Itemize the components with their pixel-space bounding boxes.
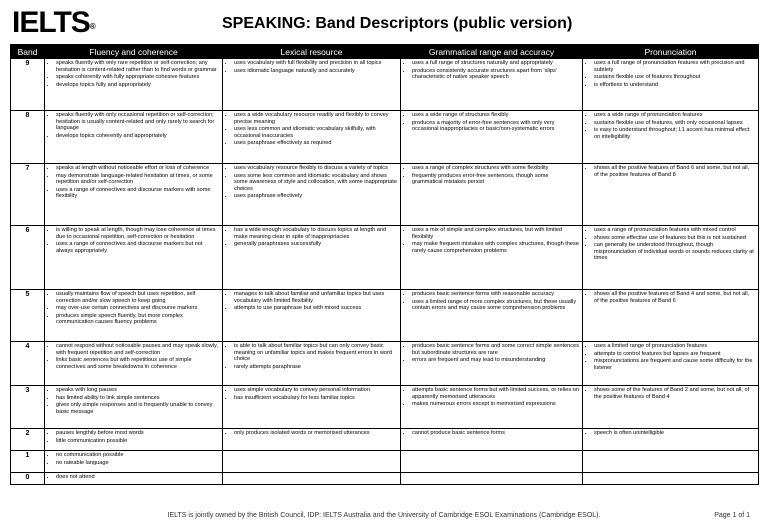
descriptor-cell-fluency — [45, 164, 223, 226]
table-row — [11, 59, 759, 111]
descriptor-list — [48, 60, 219, 88]
descriptor-cell-fluency — [45, 451, 223, 473]
descriptor-cell-fluency — [45, 429, 223, 451]
descriptor-cell-lexical — [223, 386, 401, 429]
band-number: 8 — [11, 111, 45, 164]
descriptor-cell-pron — [583, 342, 759, 386]
descriptor-cell-pron — [583, 386, 759, 429]
descriptor-item: • is willing to speak at length, though may lose coherence at times due to occasional repetition, self-correction or hesitation — [56, 227, 219, 240]
descriptor-item: • no rateable language — [56, 460, 219, 467]
band-number: 3 — [11, 386, 45, 429]
header — [10, 6, 758, 44]
descriptor-list — [48, 227, 219, 254]
descriptor-item: • attempts to control features but lapses are frequent — [594, 351, 755, 358]
descriptor-item: • frequently produces error-free sentences, though some grammatical mistakes persist — [412, 173, 579, 186]
descriptor-item: • attempts basic sentence forms but with limited success, or relies on apparently memorised utterances — [412, 387, 579, 400]
descriptor-item: • speaks with long pauses — [56, 387, 219, 394]
logo-text: IELTS — [12, 6, 90, 39]
column-header-pronunciation: Pronunciation — [583, 45, 759, 59]
descriptor-list — [48, 165, 219, 200]
descriptor-list — [226, 227, 397, 248]
descriptor-item: • rarely attempts paraphrase — [234, 364, 397, 371]
descriptor-cell-fluency — [45, 290, 223, 342]
table-row — [11, 164, 759, 226]
descriptor-list — [586, 112, 755, 140]
descriptor-item: • uses a range of connectives and discourse markers but not always appropriately — [56, 241, 219, 254]
column-header-band: Band — [11, 45, 45, 59]
band-number: 5 — [11, 290, 45, 342]
descriptor-item: • uses simple vocabulary to convey personal information — [234, 387, 397, 394]
descriptor-list — [404, 387, 579, 408]
descriptor-cell-fluency — [45, 473, 223, 485]
page-title: SPEAKING: Band Descriptors (public version) — [222, 15, 573, 32]
descriptor-list — [404, 343, 579, 364]
descriptor-item: • is effortless to understand — [594, 82, 755, 89]
ielts-logo — [12, 6, 96, 40]
descriptor-item: • uses a range of complex structures with some flexibility — [412, 165, 579, 172]
descriptor-cell-grammar — [401, 59, 583, 111]
descriptor-item: • manages to talk about familiar and unfamiliar topics but uses vocabulary with limited flexibility — [234, 291, 397, 304]
table-header-row — [11, 45, 759, 59]
descriptor-list — [586, 165, 755, 178]
descriptor-cell-lexical — [223, 59, 401, 111]
descriptor-item: • speaks fluently with only occasional repetition or self-correction; hesitation is usually content-related and only rarely to search for language — [56, 112, 219, 132]
descriptor-item: • has limited ability to link simple sentences — [56, 395, 219, 402]
descriptor-cell-pron — [583, 111, 759, 164]
descriptor-item: • produces basic sentence forms with reasonable accuracy — [412, 291, 579, 298]
descriptor-cell-grammar — [401, 164, 583, 226]
table-body — [11, 59, 759, 485]
descriptor-item: • produces a majority of error-free sentences with only very occasional inappropriacies or basic/non-systematic errors — [412, 120, 579, 133]
descriptor-item: • speaks fluently with only rare repetition or self-correction; any hesitation is content-related rather than to find words or grammar — [56, 60, 219, 73]
descriptor-list — [226, 291, 397, 312]
descriptor-item: • produces basic sentence forms and some correct simple sentences but subordinate structures are rare — [412, 343, 579, 356]
descriptor-cell-lexical — [223, 429, 401, 451]
table-row — [11, 290, 759, 342]
descriptor-item: • cannot respond without noticeable pauses and may speak slowly, with frequent repetition and self-correction — [56, 343, 219, 356]
descriptor-item: • uses paraphrase effectively as required — [234, 140, 397, 147]
descriptor-cell-pron — [583, 290, 759, 342]
descriptor-item: • uses a limited range of pronunciation features — [594, 343, 755, 350]
descriptor-item: • generally paraphrases successfully — [234, 241, 397, 248]
descriptor-item: • links basic sentences but with repetitious use of simple connectives and some breakdowns in coherence — [56, 357, 219, 370]
descriptor-item: • shows all the positive features of Band 4 and some, but not all, of the positive features of Band 6 — [594, 291, 755, 304]
descriptor-item: • cannot produce basic sentence forms — [412, 430, 579, 437]
descriptor-item: • sustains flexible use of features, with only occasional lapses — [594, 120, 755, 127]
descriptor-cell-fluency — [45, 111, 223, 164]
descriptor-list — [404, 291, 579, 312]
descriptor-cell-lexical — [223, 451, 401, 473]
descriptor-item: • uses a full range of structures naturally and appropriately — [412, 60, 579, 67]
band-number: 6 — [11, 226, 45, 290]
descriptor-list — [48, 343, 219, 370]
descriptor-item: • may demonstrate language-related hesitation at times, or some repetition and/or self-correction — [56, 173, 219, 186]
descriptor-list — [586, 291, 755, 304]
descriptor-item: • uses vocabulary resource flexibly to discuss a variety of topics — [234, 165, 397, 172]
descriptor-cell-grammar — [401, 342, 583, 386]
descriptor-list — [48, 452, 219, 466]
column-header-grammar: Grammatical range and accuracy — [401, 45, 583, 59]
band-descriptors-table — [10, 44, 759, 485]
descriptor-cell-lexical — [223, 290, 401, 342]
descriptor-cell-pron — [583, 164, 759, 226]
descriptor-item: • does not attend — [56, 474, 219, 481]
descriptor-item: • uses paraphrase effectively — [234, 193, 397, 200]
descriptor-item: • pauses lengthily before most words — [56, 430, 219, 437]
descriptor-cell-pron — [583, 226, 759, 290]
descriptor-item: • produces consistently accurate structures apart from 'slips' characteristic of native speaker speech — [412, 68, 579, 81]
descriptor-item: • develops topics coherently and appropriately — [56, 133, 219, 140]
table-row — [11, 429, 759, 451]
descriptor-item: • usually maintains flow of speech but uses repetition, self correction and/or slow speech to keep going — [56, 291, 219, 304]
descriptor-item: • uses vocabulary with full flexibility and precision in all topics — [234, 60, 397, 67]
descriptor-item: • uses a full range of pronunciation features with precision and subtlety — [594, 60, 755, 73]
ownership-note: IELTS is jointly owned by the British Council, IDP: IELTS Australia and the University of Cambridge ESOL Examinations (Cambridge ESOL). — [167, 512, 601, 519]
descriptor-item: • uses some less common and idiomatic vocabulary and shows some awareness of style and collocation, with some inappropriate choices — [234, 173, 397, 193]
descriptor-list — [226, 387, 397, 401]
descriptor-cell-fluency — [45, 342, 223, 386]
descriptor-item: • uses a range of connectives and discourse markers with some flexibility — [56, 187, 219, 200]
descriptor-item: • makes numerous errors except in memorised expressions — [412, 401, 579, 408]
descriptor-cell-grammar — [401, 429, 583, 451]
descriptor-item: • mispronunciations are frequent and cause some difficulty for the listener — [594, 358, 755, 371]
table-row — [11, 473, 759, 485]
column-header-fluency: Fluency and coherence — [45, 45, 223, 59]
descriptor-item: • only produces isolated words or memorised utterances — [234, 430, 397, 437]
descriptor-cell-lexical — [223, 111, 401, 164]
descriptor-list — [226, 60, 397, 74]
band-number: 2 — [11, 429, 45, 451]
descriptor-item: • shows all the positive features of Band 6 and some, but not all, of the positive features of Band 8 — [594, 165, 755, 178]
descriptor-list — [226, 165, 397, 200]
table-row — [11, 451, 759, 473]
descriptor-list — [586, 227, 755, 262]
descriptor-list — [404, 227, 579, 254]
descriptor-item: • is able to talk about familiar topics but can only convey basic meaning on unfamiliar topics and makes frequent errors in word choice — [234, 343, 397, 363]
descriptor-item: • uses less common and idiomatic vocabulary skilfully, with occasional inaccuracies — [234, 126, 397, 139]
descriptor-item: • gives only simple responses and is frequently unable to convey basic message — [56, 402, 219, 415]
descriptor-cell-fluency — [45, 386, 223, 429]
descriptor-item: • uses a limited range of more complex structures, but these usually contain errors and may cause some comprehension problems — [412, 299, 579, 312]
descriptor-item: • may over-use certain connectives and discourse markers — [56, 305, 219, 312]
descriptor-item: • sustains flexible use of features throughout — [594, 74, 755, 81]
descriptor-cell-pron — [583, 473, 759, 485]
table-row — [11, 342, 759, 386]
descriptor-list — [48, 291, 219, 326]
descriptor-item: • uses idiomatic language naturally and accurately — [234, 68, 397, 75]
descriptor-item: • little communication possible — [56, 438, 219, 445]
page-number: Page 1 of 1 — [714, 512, 750, 519]
descriptor-item: • has insufficient vocabulary for less familiar topics — [234, 395, 397, 402]
descriptor-list — [48, 112, 219, 139]
descriptor-list — [586, 343, 755, 371]
descriptor-list — [404, 60, 579, 81]
descriptor-cell-grammar — [401, 290, 583, 342]
descriptor-item: • shows some of the features of Band 2 and some, but not all, of the positive features of Band 4 — [594, 387, 755, 400]
registered-mark: ® — [89, 22, 96, 31]
band-number: 9 — [11, 59, 45, 111]
descriptor-item: • speech is often unintelligible — [594, 430, 755, 437]
descriptor-list — [586, 60, 755, 88]
band-number: 0 — [11, 473, 45, 485]
descriptor-cell-pron — [583, 429, 759, 451]
descriptor-list — [226, 343, 397, 370]
descriptor-cell-fluency — [45, 226, 223, 290]
descriptor-list — [48, 430, 219, 444]
descriptor-cell-grammar — [401, 386, 583, 429]
band-number: 4 — [11, 342, 45, 386]
descriptor-list — [586, 430, 755, 437]
descriptor-item: • has a wide enough vocabulary to discuss topics at length and make meaning clear in spite of inappropriacies — [234, 227, 397, 240]
descriptor-cell-pron — [583, 451, 759, 473]
descriptor-cell-grammar — [401, 111, 583, 164]
descriptor-item: • uses a wide range of pronunciation features — [594, 112, 755, 119]
band-number: 7 — [11, 164, 45, 226]
descriptor-item: • shows some effective use of features but this is not sustained — [594, 235, 755, 242]
descriptor-item: • errors are frequent and may lead to misunderstanding — [412, 357, 579, 364]
descriptor-list — [404, 430, 579, 437]
table-row — [11, 386, 759, 429]
descriptor-item: • uses a range of pronunciation features with mixed control — [594, 227, 755, 234]
descriptor-cell-grammar — [401, 226, 583, 290]
descriptor-item: • uses a wide range of structures flexibly — [412, 112, 579, 119]
descriptor-item: • produces simple speech fluently, but more complex communication causes fluency problems — [56, 313, 219, 326]
descriptor-item: • develops topics fully and appropriately — [56, 82, 219, 89]
descriptor-item: • attempts to use paraphrase but with mixed success — [234, 305, 397, 312]
descriptor-list — [226, 430, 397, 437]
column-header-lexical: Lexical resource — [223, 45, 401, 59]
descriptor-cell-grammar — [401, 451, 583, 473]
descriptor-cell-grammar — [401, 473, 583, 485]
descriptor-list — [404, 112, 579, 133]
band-number: 1 — [11, 451, 45, 473]
descriptor-item: • is easy to understand throughout; L1 accent has minimal effect on intelligibility — [594, 127, 755, 140]
descriptor-list — [226, 112, 397, 147]
descriptor-item: • no communication possible — [56, 452, 219, 459]
descriptor-item: • uses a wide vocabulary resource readily and flexibly to convey precise meaning — [234, 112, 397, 125]
descriptor-cell-lexical — [223, 473, 401, 485]
descriptor-item: • can generally be understood throughout, though mispronunciation of individual words or sounds reduces clarity at times — [594, 242, 755, 262]
table-row — [11, 226, 759, 290]
descriptor-list — [48, 474, 219, 481]
descriptor-item: • uses a mix of simple and complex structures, but with limited flexibility — [412, 227, 579, 240]
descriptor-cell-fluency — [45, 59, 223, 111]
descriptor-cell-lexical — [223, 226, 401, 290]
descriptor-cell-lexical — [223, 342, 401, 386]
descriptor-list — [404, 165, 579, 186]
descriptor-cell-pron — [583, 59, 759, 111]
table-row — [11, 111, 759, 164]
descriptor-item: • speaks coherently with fully appropriate cohesive features — [56, 74, 219, 81]
descriptor-cell-lexical — [223, 164, 401, 226]
descriptor-item: • speaks at length without noticeable effort or loss of coherence — [56, 165, 219, 172]
descriptor-list — [586, 387, 755, 400]
descriptor-list — [48, 387, 219, 415]
descriptor-item: • may make frequent mistakes with complex structures, though these rarely cause comprehension problems — [412, 241, 579, 254]
